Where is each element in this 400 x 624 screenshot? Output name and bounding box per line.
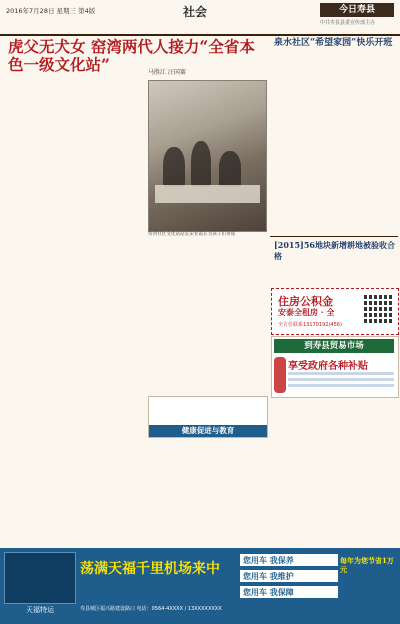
right-article-1-title: 泉水社区“希望家园”快乐开班 (274, 38, 393, 48)
right-article-1-text (274, 52, 396, 60)
right-article-1-body (274, 52, 396, 236)
photo-person (191, 141, 211, 187)
photo-caption: 窑湾社区文化站站长宋亚霞在为孩子们讲座 (148, 232, 236, 237)
promo-image (274, 357, 286, 393)
lead-title: 虎父无犬女 窑湾两代人接力“全省本色一级文化站” (8, 37, 255, 74)
banner-line-1: 您用车 我保养 (240, 554, 338, 566)
lead-column-3 (148, 244, 266, 389)
health-ad-header: 健康促进与教育 (149, 425, 267, 437)
photo-person (219, 151, 241, 187)
right-article-2-text (274, 252, 396, 260)
publisher-line: 中共寿县县委宣传部主办 (320, 20, 376, 26)
health-education-ad[interactable] (148, 396, 268, 438)
dealer-logo (4, 552, 76, 614)
right-article-2-body (274, 252, 396, 286)
divider (270, 236, 398, 237)
housing-ad-subtitle: 安泰全租房 · 全 (278, 307, 335, 317)
banner-monthly: 每年为您节省1万元 (340, 556, 394, 574)
photo-person (163, 147, 185, 187)
text-line (288, 378, 394, 381)
lead-text-1 (6, 80, 72, 88)
bottom-column-2 (76, 405, 144, 545)
banner-line-3: 您用车 我保障 (240, 586, 338, 598)
bottom-text-1 (6, 405, 72, 413)
lead-photo (148, 80, 267, 232)
lead-text-2 (76, 80, 144, 88)
page-header (0, 0, 400, 36)
lead-byline: 马胜江 汪国赛 (148, 69, 186, 76)
banner-phone-text: 电话：0564-4XXXX / 13XXXXXXXX (136, 606, 222, 612)
banner-address (80, 606, 390, 613)
qr-code-overlay (364, 293, 394, 323)
bottom-text-2 (76, 405, 144, 413)
bottom-column-4 (274, 400, 396, 544)
newspaper-logo: 今日寿县 (320, 3, 394, 17)
bottom-text-4 (274, 400, 396, 408)
photo-table (155, 185, 260, 203)
housing-ad-title: 住房公积金 (278, 295, 333, 308)
dealer-logo-caption: 天福特运 (26, 606, 54, 614)
market-subsidy-ad[interactable] (271, 336, 399, 398)
market-ad-header: 到寿县贸易市场 (274, 339, 394, 353)
issue-date: 2016年7月28日 星期三 第4版 (6, 7, 96, 15)
section-title: 社会 (183, 5, 208, 19)
banner-line-2: 您用车 我维护 (240, 570, 338, 582)
text-line (288, 384, 394, 387)
bottom-text-3 (148, 440, 266, 448)
banner-address-text: 寿县城区福兴路建设路口 (80, 606, 136, 612)
right-article-2-title: [2015]56地块新增耕地被验收合格 (274, 240, 395, 261)
bottom-column-3 (148, 440, 266, 544)
housing-fund-ad[interactable] (271, 288, 399, 335)
bottom-column-1 (6, 405, 72, 545)
housing-ad-phone: 全方位联系13170192(456) (278, 322, 342, 328)
market-ad-title: 享受政府各种补贴 (288, 361, 368, 372)
lead-text-3 (148, 244, 266, 252)
text-line (288, 372, 394, 375)
car-service-banner-ad[interactable] (0, 548, 400, 624)
banner-headline: 荡满天福千里机场来中 (80, 561, 220, 577)
market-ad-lines (288, 372, 394, 390)
